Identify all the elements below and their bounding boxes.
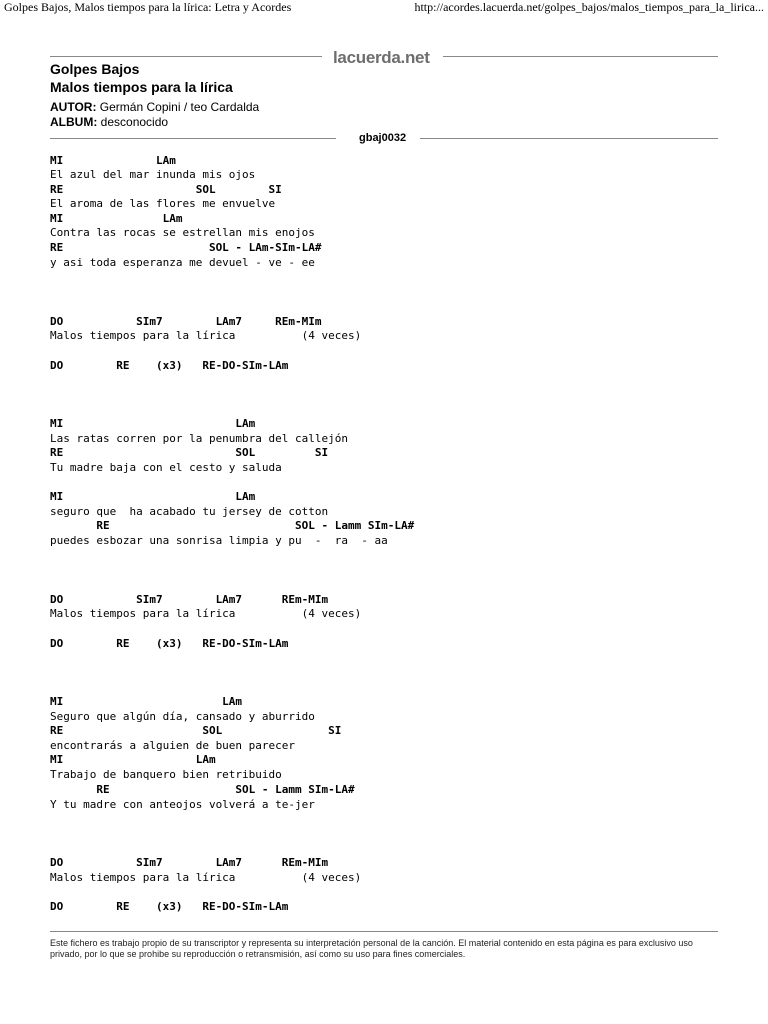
chord-line: DO SIm7 LAm7 REm-MIm (50, 315, 322, 328)
album-label: ALBUM: (50, 115, 98, 129)
album-value: desconocido (100, 115, 169, 129)
album-row (50, 115, 168, 130)
lyric-line: Y tu madre con anteojos volverá a te-jer (50, 798, 315, 811)
lyric-line: Malos tiempos para la lírica (4 veces) (50, 607, 362, 620)
lyric-line: y asi toda esperanza me devuel - ve - ee (50, 256, 315, 269)
lyric-line: Tu madre baja con el cesto y saluda (50, 461, 282, 474)
chord-line: RE SOL - LAm-SIm-LA# (50, 241, 322, 254)
browser-page-title: Golpes Bajos, Malos tiempos para la lírica: Letra y Acordes (4, 0, 292, 14)
footer-disclaimer: Este fichero es trabajo propio de su transcriptor y representa su interpretación personal de la canción. El material contenido en esta página es para exclusivo uso privado, por lo que se prohibe su reproducción o retransmisión, así como su uso para fines comerciales. (50, 938, 693, 959)
chord-line: MI LAm (50, 695, 243, 708)
chord-line: DO SIm7 LAm7 REm-MIm (50, 856, 329, 869)
lyric-line: Las ratas corren por la penumbra del callejón (50, 432, 349, 445)
song-title: Malos tiempos para la lírica (50, 79, 233, 95)
song-artist: Golpes Bajos (50, 61, 140, 77)
song-code: gbaj0032 (359, 132, 407, 144)
chord-line: RE SOL - Lamm SIm-LA# (50, 783, 355, 796)
lyric-line: Malos tiempos para la lírica (4 veces) (50, 871, 362, 884)
chord-line: RE SOL SI (50, 724, 342, 737)
chord-line: MI LAm (50, 753, 216, 766)
author-value: Germán Copini / teo Cardalda (99, 100, 260, 114)
lyric-line: Trabajo de banquero bien retribuido (50, 768, 282, 781)
code-rule-right (420, 138, 718, 139)
chord-line: MI LAm (50, 417, 256, 430)
chord-line: DO RE (x3) RE-DO-SIm-LAm (50, 637, 289, 650)
lyric-line: Malos tiempos para la lírica (4 veces) (50, 329, 362, 342)
lyric-line: puedes esbozar una sonrisa limpia y pu - ra - aa (50, 534, 388, 547)
chord-line: MI LAm (50, 212, 183, 225)
top-rule-left (50, 56, 322, 57)
chord-line: MI LAm (50, 490, 256, 503)
code-rule-left (50, 138, 336, 139)
chord-line: RE SOL SI (50, 183, 282, 196)
chord-line: DO RE (x3) RE-DO-SIm-LAm (50, 359, 289, 372)
chord-line: RE SOL SI (50, 446, 329, 459)
footer-rule (50, 931, 718, 932)
top-rule-right (443, 56, 718, 57)
author-label: AUTOR: (50, 100, 97, 114)
lyric-line: El aroma de las flores me envuelve (50, 197, 276, 210)
lyric-line: encontrarás a alguien de buen parecer (50, 739, 296, 752)
chord-line: DO RE (x3) RE-DO-SIm-LAm (50, 900, 289, 913)
lyric-line: seguro que ha acabado tu jersey de cotton (50, 505, 329, 518)
chord-line: DO SIm7 LAm7 REm-MIm (50, 593, 329, 606)
browser-page-url: http://acordes.lacuerda.net/golpes_bajos/malos_tiempos_para_la_lirica... (414, 0, 764, 14)
chord-line: RE SOL - Lamm SIm-LA# (50, 519, 415, 532)
lyric-line: Seguro que algún día, cansado y aburrido (50, 710, 315, 723)
site-logo: lacuerda.net (333, 48, 430, 67)
lyric-line: El azul del mar inunda mis ojos (50, 168, 256, 181)
lyric-line: Contra las rocas se estrellan mis enojos (50, 226, 315, 239)
author-row (50, 100, 259, 115)
chord-line: MI LAm (50, 154, 176, 167)
